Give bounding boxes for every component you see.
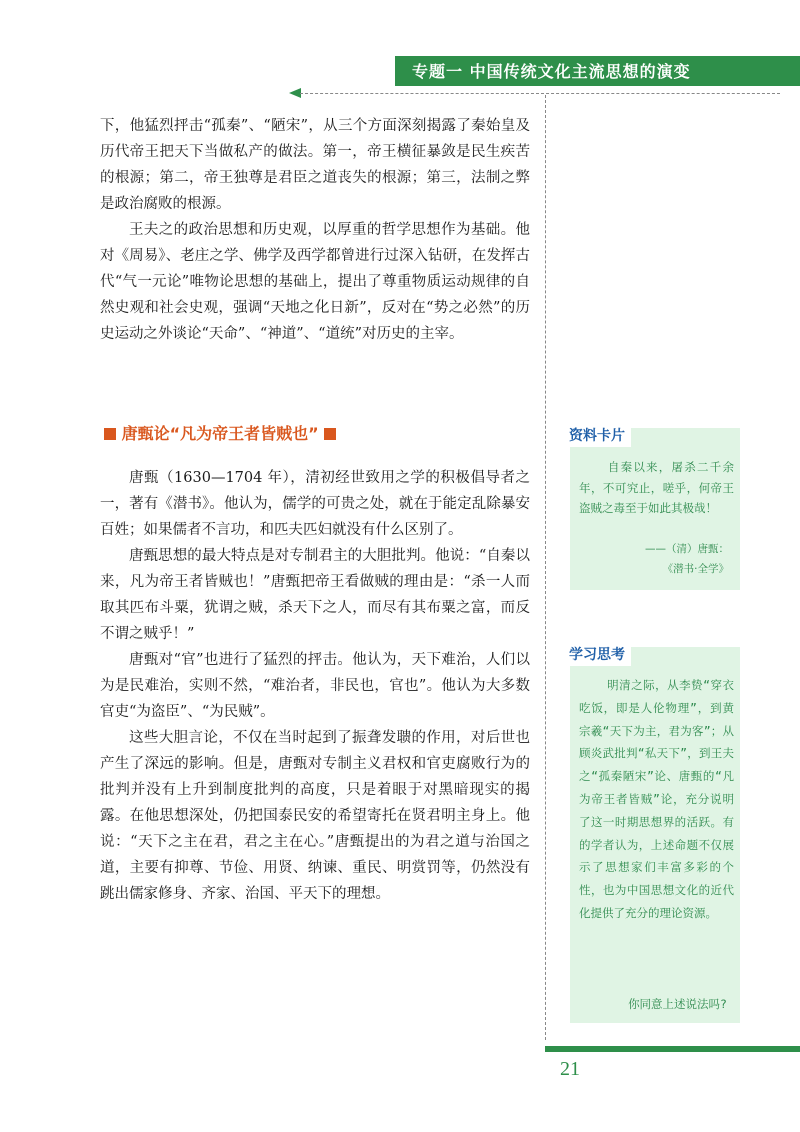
paragraph-4: 唐甄思想的最大特点是对专制君主的大胆批判。他说：“自秦以来，凡为帝王者皆贼也！”唐甄把帝王看做贼的理由是：“杀一人而取其匹布斗粟，犹谓之贼，杀天下之人，而尽有其布粟之富，而反不谓之贼乎！” <box>100 548 530 642</box>
resource-card-quote: 自秦以来，屠杀二千余年，不可究止，嗟乎，何帝王盗贼之毒至于如此其极哉！ <box>579 460 734 515</box>
resource-card-text <box>579 457 734 519</box>
resource-card-title: 资料卡片 <box>563 421 631 447</box>
study-think-card-body: 明清之际，从李贽“穿衣吃饭，即是人伦物理”，到黄宗羲“天下为主，君为客”；从顾炎武批判“私天下”，到王夫之“孤秦陋宋”论、唐甄的“凡为帝王者皆贼”论，充分说明了这一时期思想界的活跃。有的学者认为，上述命题不仅展示了思想家们丰富多彩的个性，也为中国思想文化的近代化提供了充分的理论资源。 <box>579 678 734 920</box>
study-think-question: 你同意上述说法吗? <box>628 997 727 1011</box>
footer-bar <box>545 1046 800 1052</box>
page-number: 21 <box>560 1058 580 1080</box>
paragraph-6: 这些大胆言论，不仅在当时起到了振聋发聩的作用，对后世也产生了深远的影响。但是，唐甄对专制主义君权和官吏腐败行为的批判并没有上升到制度批判的高度，只是着眼于对黑暗现实的揭露。在他思想深处，仍把国泰民安的希望寄托在贤君明主身上。他说：“天下之主在君，君之主在心。”唐甄提出的为君之道与治国之道，主要有抑尊、节俭、用贤、纳谏、重民、明赏罚等，仍然没有跳出儒家修身、齐家、治国、平天下的理想。 <box>100 730 530 902</box>
main-text-bottom <box>100 465 530 907</box>
resource-card-source <box>645 539 729 579</box>
study-think-card <box>570 647 740 1023</box>
paragraph-5: 唐甄对“官”也进行了猛烈的抨击。他认为，天下难治，人们以为是民难治，实则不然，“难治者，非民也，官也”。他认为大多数官吏“为盗臣”、“为民贼”。 <box>100 652 530 720</box>
paragraph-3: 唐甄（1630—1704 年），清初经世致用之学的积极倡导者之一，著有《潜书》。他认为，儒学的可贵之处，就在于能定乱除暴安百姓；如果儒者不言功，和匹夫匹妇就没有什么区别了。 <box>100 470 530 538</box>
paragraph-2: 王夫之的政治思想和历史观，以厚重的哲学思想作为基础。他对《周易》、老庄之学、佛学及西学都曾进行过深入钻研，在发挥古代“气一元论”唯物论思想的基础上，提出了尊重物质运动规律的自然史观和社会史观，强调“天地之化日新”，反对在“势之必然”的历史运动之外谈论“天命”、“神道”、“道统”对历史的主宰。 <box>100 222 530 342</box>
chapter-title: 专题一 中国传统文化主流思想的演变 <box>412 62 691 81</box>
resource-card <box>570 428 740 590</box>
paragraph-1: 下，他猛烈抨击“孤秦”、“陋宋”，从三个方面深刻揭露了秦始皇及历代帝王把天下当做私产的做法。第一，帝王横征暴敛是民生疾苦的根源；第二，帝王独尊是君臣之道丧失的根源；第三，法制之弊是政治腐败的根源。 <box>100 118 530 212</box>
column-divider <box>545 95 546 1040</box>
study-think-card-text <box>579 674 734 925</box>
square-bullet-icon <box>104 428 116 440</box>
resource-card-author: ——（清）唐甄： <box>645 543 729 555</box>
page-top-margin <box>0 0 800 42</box>
header-dashed-rule <box>300 93 780 94</box>
square-bullet-icon <box>324 428 336 440</box>
section-heading <box>104 421 336 444</box>
resource-card-book: 《潜书·全学》 <box>662 563 729 575</box>
section-heading-text: 唐甄论“凡为帝王者皆贼也” <box>121 424 319 443</box>
main-text-top <box>100 113 530 347</box>
study-think-card-title: 学习思考 <box>563 640 631 666</box>
